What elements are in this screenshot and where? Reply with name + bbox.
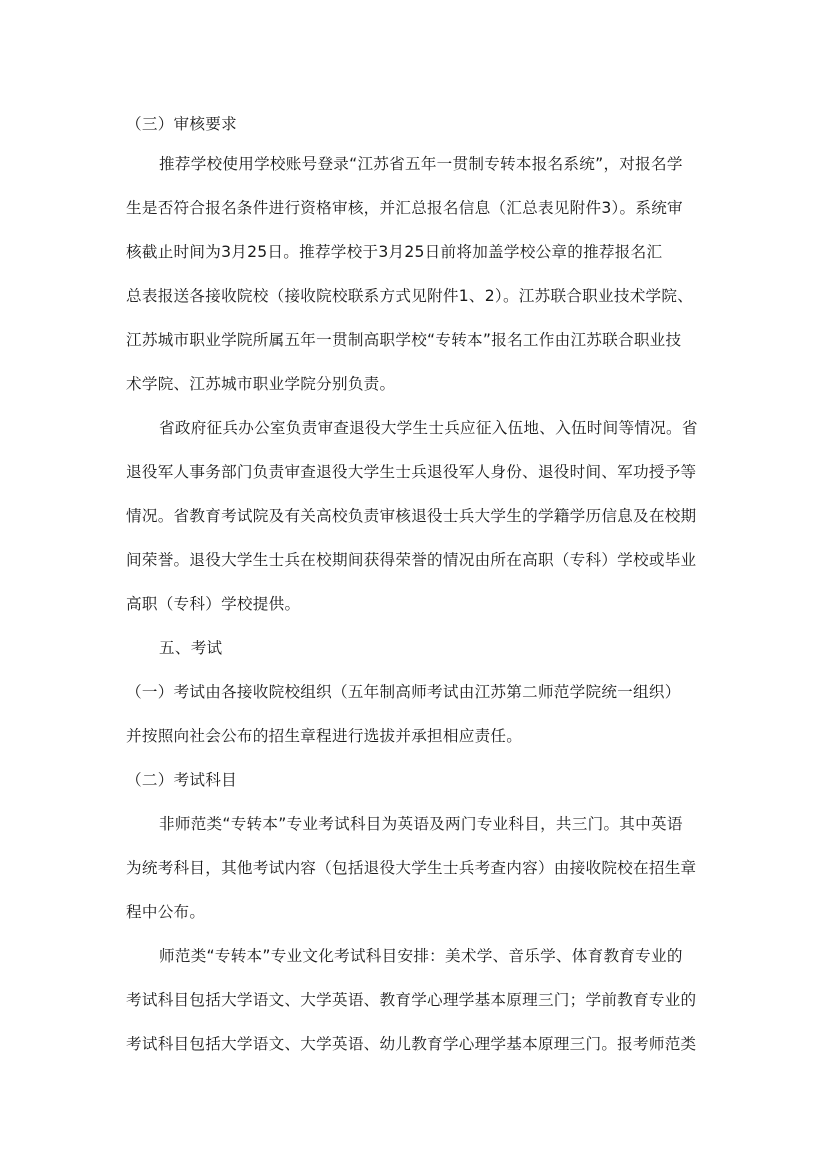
section-heading-exam-subjects: （二）考试科目: [126, 771, 237, 789]
paragraph-line: 为统考科目，其他考试内容（包括退役大学生士兵考查内容）由接收院校在招生章: [126, 859, 697, 877]
paragraph-line: 生是否符合报名条件进行资格审核，并汇总报名信息（汇总表见附件3）。系统审: [126, 199, 683, 217]
paragraph-line: 江苏城市职业学院所属五年一贯制高职学校“专转本”报名工作由江苏联合职业技: [126, 331, 682, 349]
paragraph-line: 程中公布。: [126, 903, 206, 921]
paragraph-line: 非师范类“专转本”专业考试科目为英语及两门专业科目，共三门。其中英语: [159, 815, 683, 833]
paragraph-line: 总表报送各接收院校（接收院校联系方式见附件1、2）。江苏联合职业技术学院、: [126, 287, 694, 305]
paragraph-line: 术学院、江苏城市职业学院分别负责。: [126, 375, 396, 393]
paragraph-line: 并按照向社会公布的招生章程进行选拔并承担相应责任。: [126, 727, 523, 745]
paragraph-line: （一）考试由各接收院校组织（五年制高师考试由江苏第二师范学院统一组织）: [126, 683, 681, 701]
paragraph-line: 间荣誉。退役大学生士兵在校期间获得荣誉的情况由所在高职（专科）学校或毕业: [126, 551, 697, 569]
paragraph-line: 退役军人事务部门负责审查退役大学生士兵退役军人身份、退役时间、军功授予等: [126, 463, 697, 481]
paragraph-line: 师范类“专转本”专业文化考试科目安排：美术学、音乐学、体育教育专业的: [159, 947, 683, 965]
paragraph-line: 高职（专科）学校提供。: [126, 595, 301, 613]
paragraph-line: 省政府征兵办公室负责审查退役大学生士兵应征入伍地、入伍时间等情况。省: [159, 419, 698, 437]
paragraph-line: 考试科目包括大学语文、大学英语、幼儿教育学心理学基本原理三门。报考师范类: [126, 1035, 697, 1053]
section-heading-review-requirements: （三）审核要求: [126, 115, 237, 133]
paragraph-line: 考试科目包括大学语文、大学英语、教育学心理学基本原理三门；学前教育专业的: [126, 991, 697, 1009]
paragraph-line: 核截止时间为3月25日。推荐学校于3月25日前将加盖学校公章的推荐报名汇: [126, 243, 663, 261]
section-heading-exam: 五、考试: [159, 639, 223, 657]
paragraph-line: 情况。省教育考试院及有关高校负责审核退役士兵大学生的学籍学历信息及在校期: [126, 507, 697, 525]
paragraph-line: 推荐学校使用学校账号登录“江苏省五年一贯制专转本报名系统”，对报名学: [159, 155, 683, 173]
